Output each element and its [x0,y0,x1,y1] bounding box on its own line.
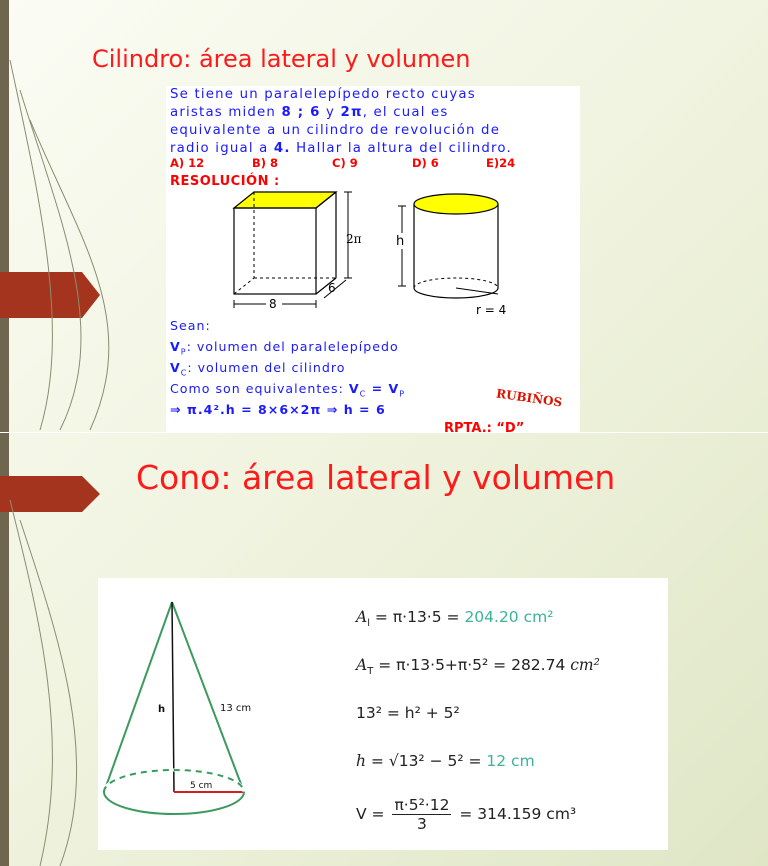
vp-definition: $V_P$: volumen del paralelepípedo [170,339,399,357]
formula-pythagoras: 13² = h² + 5² [356,704,460,722]
formula-volume: V = $\frac{\text{π·5²·12}}{3}$ = 314.159 cm³ [356,796,577,833]
answer-label: RPTA.: “D” [444,421,525,432]
label-h: h [396,234,405,249]
label-6: 6 [328,281,336,295]
formula-total-area: $A_T = \pi\cdot 13\cdot 5+\pi\cdot 5^2 = 282.74$ cm² [356,656,600,678]
option-a: A) 12 [170,156,205,170]
formula-height: h = √13² − 5² = 12 cm [356,752,535,770]
option-c: C) 9 [332,156,358,170]
problem-line-2: aristas miden 8 ; 6 y 2π, el cual es [170,105,449,120]
rubinos-logo: RUBIÑOS [495,386,563,410]
vc-definition: $V_C$: volumen del cilindro [170,360,346,378]
solution-equation: ⇒ π.4².h = 8×6×2π ⇒ h = 6 [170,402,386,417]
cone-height-label: h [158,704,166,715]
problem-panel [166,86,580,432]
problem-line-3: equivalente a un cilindro de revolución de [170,123,501,138]
sean-label: Sean: [170,318,211,333]
problem-statement [170,86,574,158]
cone-panel [98,578,668,850]
problem-line-1: Se tiene un paralelepípedo recto cuyas [170,87,476,102]
resolution-title: RESOLUCIÓN : [170,174,280,189]
option-d: D) 6 [412,156,439,170]
slide1-title: Cilindro: área lateral y volumen [92,45,471,73]
formula-lateral-area: $A_l = \pi\cdot 13\cdot 5 = 204.20$ cm² [356,608,554,630]
cone-radius-label: 5 cm [190,781,213,791]
label-2pi: 2π [346,232,362,246]
slide2-title: Cono: área lateral y volumen [136,458,616,497]
answer-options [170,156,515,170]
cone-figure [98,578,338,850]
equivalence-line: Como son equivalentes: $V_C = V_P$ [170,381,406,399]
problem-line-4: radio igual a 4. Hallar la altura del cilindro. [170,141,512,156]
label-8: 8 [269,297,277,311]
label-radius: r = 4 [476,303,507,316]
prism-cylinder-figure [166,186,580,316]
option-b: B) 8 [252,156,279,170]
cone-slant-label: 13 cm [220,703,252,714]
option-e: E)24 [486,156,516,170]
